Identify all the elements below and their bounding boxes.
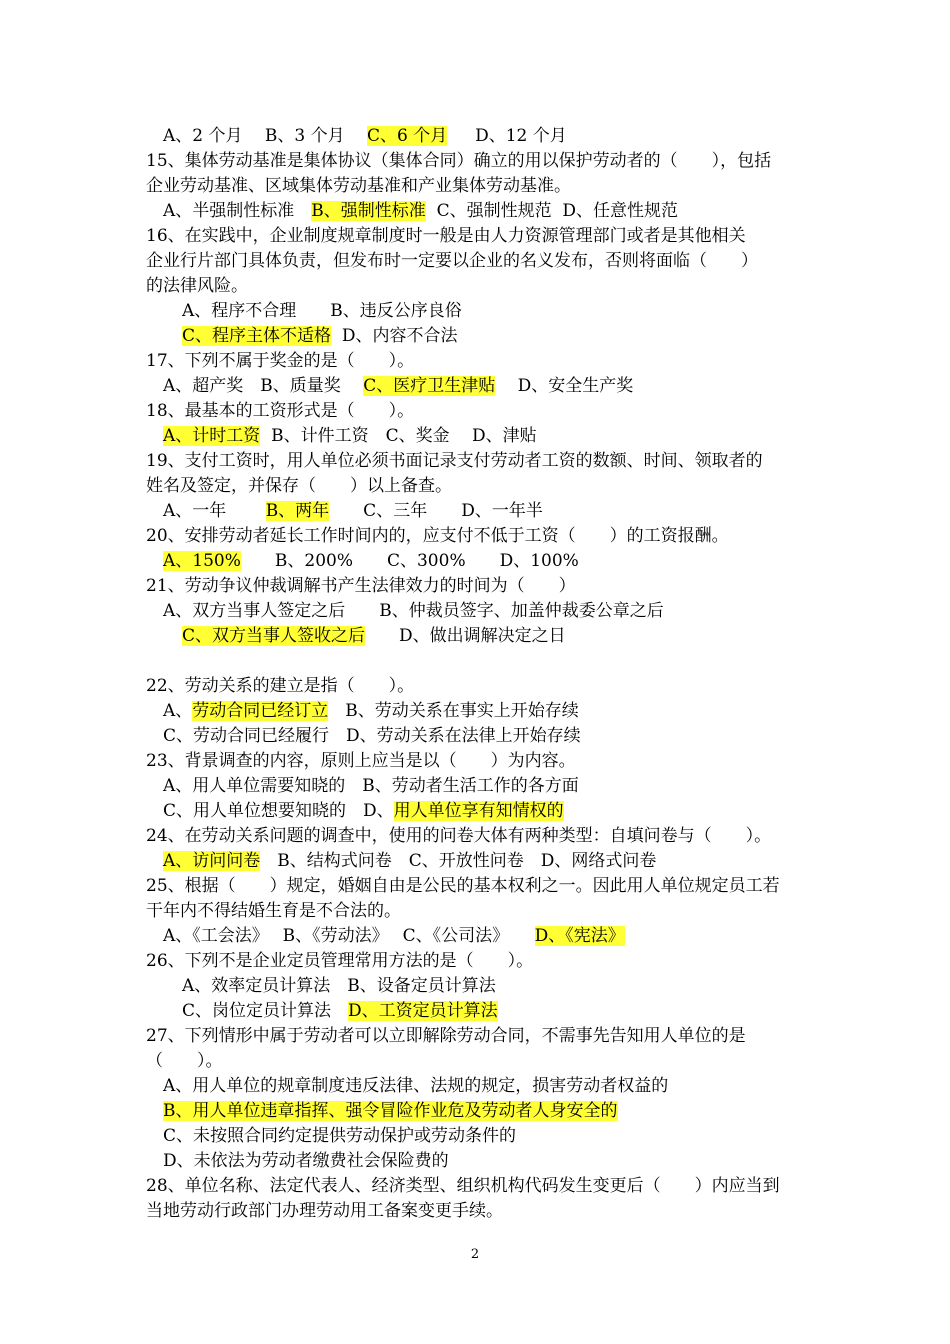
highlighted-answer: B、强制性标准 <box>311 201 426 221</box>
text-line <box>146 674 414 698</box>
text-segment: 15、集体劳动基准是集体协议（集体合同）确立的用以保护劳动者的（ ），包括 <box>146 151 772 171</box>
text-line <box>163 599 664 623</box>
text-line <box>163 799 564 823</box>
text-line <box>146 949 533 973</box>
text-line <box>163 699 579 723</box>
text-line <box>163 724 581 748</box>
text-line <box>146 874 780 898</box>
text-segment: B、计件工资 C、奖金 D、津贴 <box>260 426 537 446</box>
text-line <box>146 1049 223 1073</box>
text-line <box>163 549 579 573</box>
text-line <box>146 274 248 298</box>
highlighted-answer: D、工资定员计算法 <box>348 1001 498 1021</box>
text-line <box>163 849 656 873</box>
text-segment: 24、在劳动关系问题的调查中，使用的问卷大体有两种类型：自填问卷与（ ）。 <box>146 826 772 846</box>
text-segment: 19、支付工资时，用人单位必须书面记录支付劳动者工资的数额、时间、领取者的 <box>146 451 763 471</box>
text-segment: D、12 个月 <box>447 126 567 146</box>
text-segment: A、用人单位需要知晓的 B、劳动者生活工作的各方面 <box>163 776 579 796</box>
text-line <box>163 1149 449 1173</box>
text-line <box>146 824 771 848</box>
text-segment: A、《工会法》 B、《劳动法》 C、《公司法》 <box>163 926 535 946</box>
highlighted-answer: C、医疗卫生津贴 <box>363 376 496 396</box>
text-segment: C、岗位定员计算法 <box>182 1001 349 1021</box>
text-line <box>146 449 763 473</box>
text-segment: 28、单位名称、法定代表人、经济类型、组织机构代码发生变更后（ ）内应当到 <box>146 1176 780 1196</box>
text-line <box>146 1024 746 1048</box>
highlighted-answer: A、150% <box>163 551 241 571</box>
text-segment: 企业行片部门具体负责，但发布时一定要以企业的名义发布，否则将面临（ ） <box>146 251 758 271</box>
text-segment: C、未按照合同约定提供劳动保护或劳动条件的 <box>163 1126 517 1146</box>
text-segment: C、强制性规范 D、任意性规范 <box>425 201 679 221</box>
highlighted-answer: A、计时工资 <box>163 426 261 446</box>
text-segment: 18、最基本的工资形式是（ ）。 <box>146 401 415 421</box>
text-line <box>146 474 452 498</box>
text-line <box>163 424 537 448</box>
text-line <box>163 774 579 798</box>
highlighted-answer: B、用人单位违章指挥、强令冒险作业危及劳动者人身安全的 <box>163 1101 618 1121</box>
text-line <box>163 199 678 223</box>
text-line <box>146 1174 780 1198</box>
highlighted-answer: A、访问问卷 <box>163 851 261 871</box>
highlighted-answer: 用人单位享有知情权的 <box>393 801 564 821</box>
text-segment: 25、根据（ ）规定，婚姻自由是公民的基本权利之一。因此用人单位规定员工若 <box>146 876 780 896</box>
text-segment: 17、下列不属于奖金的是（ ）。 <box>146 351 415 371</box>
text-line <box>182 999 498 1023</box>
text-segment: A、效率定员计算法 B、设备定员计算法 <box>182 976 496 996</box>
highlighted-answer: 劳动合同已经订立 <box>192 701 329 721</box>
text-segment: B、200% C、300% D、100% <box>240 551 579 571</box>
text-segment: 21、劳动争议仲裁调解书产生法律效力的时间为（ ） <box>146 576 576 596</box>
text-segment: D、未依法为劳动者缴费社会保险费的 <box>163 1151 449 1171</box>
text-segment: 23、背景调查的内容，原则上应当是以（ ）为内容。 <box>146 751 576 771</box>
text-segment: 22、劳动关系的建立是指（ ）。 <box>146 676 415 696</box>
text-line <box>182 299 462 323</box>
text-line <box>163 374 633 398</box>
highlighted-answer: B、两年 <box>265 501 330 521</box>
text-segment: A、一年 <box>163 501 266 521</box>
text-line <box>146 749 576 773</box>
page-number: 2 <box>470 1247 480 1262</box>
text-line <box>146 574 576 598</box>
text-segment: C、三年 D、一年半 <box>329 501 543 521</box>
text-segment: A、2 个月 B、3 个月 <box>163 126 368 146</box>
text-segment: A、超产奖 B、质量奖 <box>163 376 364 396</box>
text-segment: C、劳动合同已经履行 D、劳动关系在法律上开始存续 <box>163 726 581 746</box>
highlighted-answer: D、《宪法》 <box>534 926 625 946</box>
text-segment: 20、安排劳动者延长工作时间内的，应支付不低于工资（ ）的工资报酬。 <box>146 526 729 546</box>
text-line <box>146 399 414 423</box>
text-line <box>146 1199 503 1223</box>
text-segment: 26、下列不是企业定员管理常用方法的是（ ）。 <box>146 951 534 971</box>
text-segment: A、 <box>163 701 193 721</box>
text-segment: 的法律风险。 <box>146 276 248 296</box>
text-segment: D、内容不合法 <box>331 326 458 346</box>
text-segment: D、做出调解决定之日 <box>365 626 566 646</box>
text-line <box>146 524 729 548</box>
text-segment: B、结构式问卷 C、开放性问卷 D、网络式问卷 <box>260 851 657 871</box>
text-line <box>146 899 401 923</box>
text-line <box>146 249 758 273</box>
highlighted-answer: C、6 个月 <box>367 126 448 146</box>
text-segment: 27、下列情形中属于劳动者可以立即解除劳动合同，不需事先告知用人单位的是 <box>146 1026 746 1046</box>
text-segment: A、用人单位的规章制度违反法律、法规的规定，损害劳动者权益的 <box>163 1076 669 1096</box>
text-line <box>163 924 625 948</box>
text-line <box>146 174 571 198</box>
text-line <box>182 974 496 998</box>
text-segment: 干年内不得结婚生育是不合法的。 <box>146 901 401 921</box>
highlighted-answer: C、程序主体不适格 <box>182 326 332 346</box>
text-segment: A、双方当事人签定之后 B、仲裁员签字、加盖仲裁委公章之后 <box>163 601 664 621</box>
text-line <box>163 1124 516 1148</box>
text-line <box>182 324 457 348</box>
highlighted-answer: C、双方当事人签收之后 <box>182 626 366 646</box>
text-line <box>163 1074 668 1098</box>
text-segment: （ ）。 <box>146 1051 223 1071</box>
text-line <box>146 349 414 373</box>
text-segment: D、安全生产奖 <box>495 376 634 396</box>
text-line <box>146 224 746 248</box>
text-segment: A、半强制性标准 <box>163 201 312 221</box>
text-segment: 姓名及签定，并保存（ ）以上备查。 <box>146 476 452 496</box>
text-line <box>163 124 567 148</box>
text-line <box>182 624 566 648</box>
text-line <box>146 149 771 173</box>
text-segment: C、用人单位想要知晓的 D、 <box>163 801 394 821</box>
text-segment: 16、在实践中，企业制度规章制度时一般是由人力资源管理部门或者是其他相关 <box>146 226 746 246</box>
text-line <box>163 1099 618 1123</box>
text-segment: 企业劳动基准、区域集体劳动基准和产业集体劳动基准。 <box>146 176 571 196</box>
text-segment: 当地劳动行政部门办理劳动用工备案变更手续。 <box>146 1201 503 1221</box>
text-segment: B、劳动关系在事实上开始存续 <box>328 701 579 721</box>
text-segment: A、程序不合理 B、违反公序良俗 <box>182 301 462 321</box>
text-line <box>163 499 543 523</box>
